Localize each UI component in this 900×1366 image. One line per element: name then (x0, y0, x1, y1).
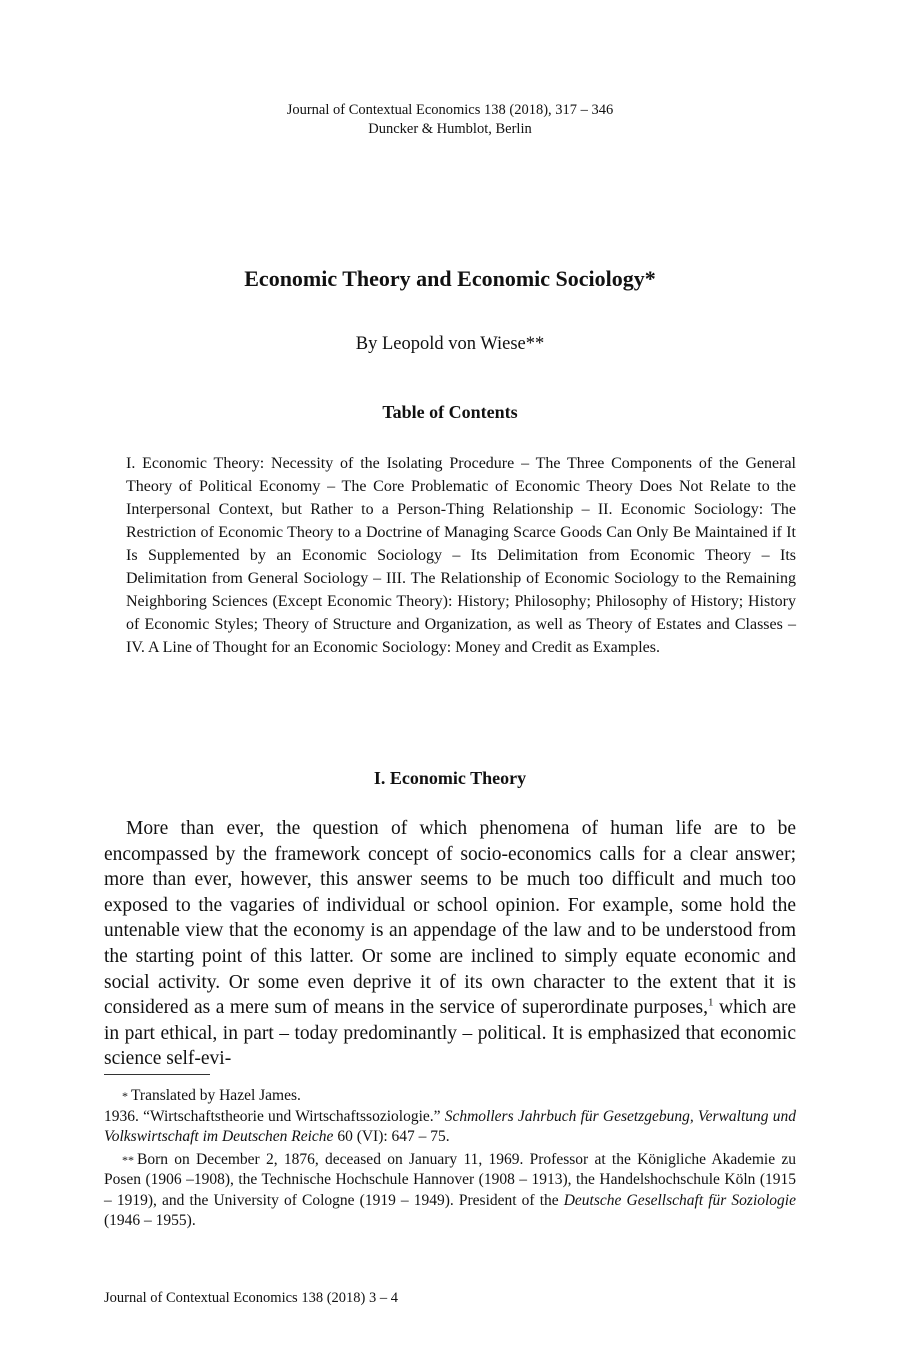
footnote-source-journal: Schmollers Jahrbuch für Gesetzgebung, Verwaltung und Volkswirtschaft im Deutschen Reiche (104, 1107, 797, 1145)
footnote-source-post: 60 (VI): 647 – 75. (333, 1128, 450, 1145)
journal-header (0, 101, 900, 139)
toc-text: I. Economic Theory: Necessity of the Isolating Procedure – The Three Components of the General Theory of Political Economy – The Core Problematic of Economic Theory Does Not Relate to the Interpersonal Context, but Rather to a Person-Thing Relationship – II. Economic Sociology: The Restriction of Economic Theory to a Doctrine of Managing Scarce Goods Can Only Be Maintained if It Is Supplemented by an Economic Sociology – Its Delimitation from Economic Theory – Its Delimitation from General Sociology – III. The Relationship of Economic Sociology to the Remaining Neighboring Sciences (Except Economic Theory): History; Philosophy; Philosophy of History; History of Economic Styles; Theory of Structure and Organization, as well as Theory of Estates and Classes – IV. A Line of Thought for an Economic Sociology: Money and Credit as Examples. (126, 455, 796, 656)
body-text-part2: which are in part ethical, in part – today predominantly – political. It is emphasized that economic science self-evi- (104, 997, 796, 1070)
footnote-divider (104, 1074, 210, 1075)
footnote-translator-text: Translated by Hazel James. (131, 1087, 301, 1104)
page-footer: Journal of Contextual Economics 138 (2018) 3 – 4 (104, 1290, 398, 1306)
footnote-mark-single: * (122, 1089, 128, 1103)
footnotes (104, 1086, 796, 1234)
journal-citation-line: Journal of Contextual Economics 138 (2018), 317 – 346 (286, 102, 614, 118)
publisher-line: Duncker & Humblot, Berlin (368, 121, 532, 137)
footnote-source-pre: 1936. “Wirtschaftstheorie und Wirtschaftssoziologie.” (104, 1107, 445, 1125)
article-title: Economic Theory and Economic Sociology* (244, 266, 656, 291)
footnote-reference[interactable]: 1 (707, 996, 714, 1009)
footnote-bio-society: Deutsche Gesellschaft für Soziologie (563, 1191, 796, 1209)
footnote-bio-post: (1946 – 1955). (104, 1212, 196, 1229)
footnote-mark-double: ** (122, 1152, 134, 1167)
article-author: By Leopold von Wiese** (355, 334, 545, 354)
section-heading: I. Economic Theory (373, 768, 527, 788)
toc-heading: Table of Contents (382, 402, 518, 422)
footnote-translator (104, 1086, 796, 1148)
footnote-author-bio (104, 1150, 796, 1232)
footnote-bio-pre: Born on December 2, 1876, deceased on January 11, 1969. Professor at the Königliche Akademie zu Posen (1906 –1908), the Technische Hochschule Hannover (1908 – 1913), the Handelshochschule Köln (1915 – 1919), and the University of Cologne (1919 – 1949). President of the (104, 1150, 796, 1209)
body-paragraph (104, 816, 796, 1072)
body-text-part1: More than ever, the question of which phenomena of human life are to be encompassed by the framework concept of socio-economics calls for a clear answer; more than ever, however, this answer seems to be much too difficult and much too exposed to the vagaries of individual or school opinion. For example, some hold the untenable view that the economy is an appendage of the law and to be understood from the starting point of this latter. Or some are inclined to simply equate economic and social activity. Or some even deprive it of its own character to the extent that it is considered as a mere sum of means in the service of superordinate purposes, (104, 818, 796, 1019)
